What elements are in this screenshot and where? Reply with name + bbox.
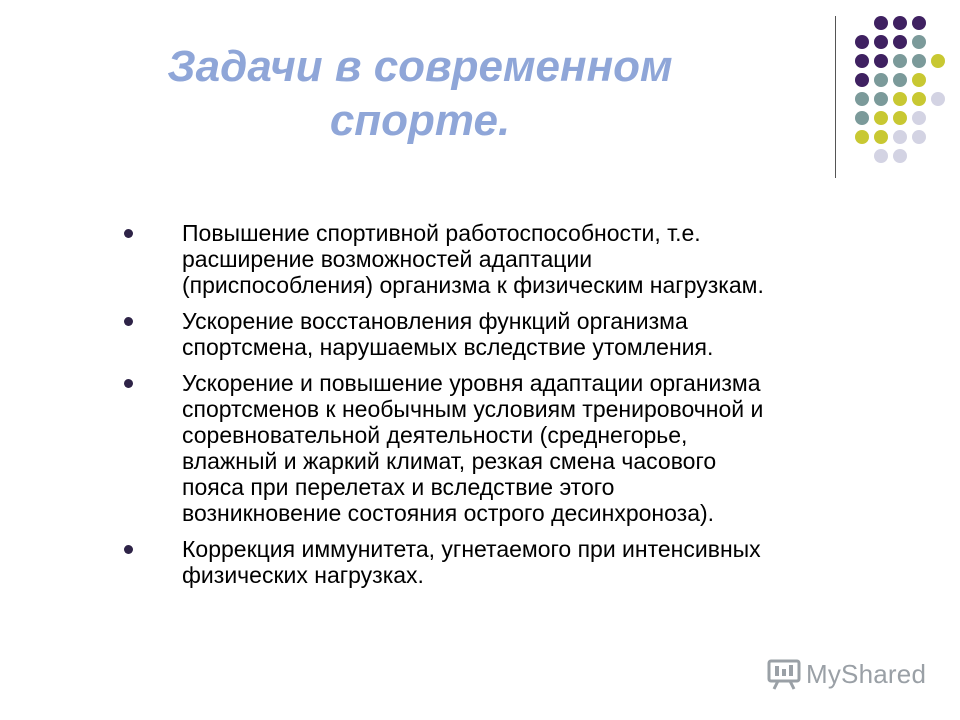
decor-dot xyxy=(855,73,869,87)
bullet-item xyxy=(120,308,910,360)
bullet-text-line: спортсменов к необычным условиям тренировочной и xyxy=(182,396,764,422)
bullet-text-line: (приспособления) организма к физическим нагрузкам. xyxy=(182,272,764,298)
decor-dot xyxy=(893,111,907,125)
decor-dot xyxy=(855,92,869,106)
decor-dot xyxy=(912,54,926,68)
bullet-text-line: спортсмена, нарушаемых вследствие утомления. xyxy=(182,334,714,360)
decor-dot xyxy=(855,54,869,68)
decor-divider-line xyxy=(835,16,836,178)
watermark-text: MyShared xyxy=(806,658,927,689)
decor-dot xyxy=(855,35,869,49)
decor-dot xyxy=(874,111,888,125)
decor-dot xyxy=(855,111,869,125)
bullet-text-line: Коррекция иммунитета, угнетаемого при интенсивных xyxy=(182,536,761,562)
decor-dot xyxy=(912,16,926,30)
bullet-text-line: Повышение спортивной работоспособности, т.е. xyxy=(182,220,701,246)
decor-dot xyxy=(912,92,926,106)
bullet-dot-icon xyxy=(124,545,133,554)
bullet-text-line: физических нагрузках. xyxy=(182,562,424,588)
decor-dot xyxy=(874,35,888,49)
decor-dot xyxy=(855,130,869,144)
decor-dot xyxy=(874,130,888,144)
bullet-text-line: пояса при перелетах и вследствие этого xyxy=(182,474,615,500)
decor-dot xyxy=(912,130,926,144)
bullet-text-line: Ускорение восстановления функций организма xyxy=(182,308,688,334)
bullet-dot-icon xyxy=(124,229,133,238)
bullet-text-line: расширение возможностей адаптации xyxy=(182,246,593,272)
watermark xyxy=(766,656,926,692)
bullet-list xyxy=(120,220,910,598)
decor-dot xyxy=(874,54,888,68)
decor-dot xyxy=(912,111,926,125)
decor-dot xyxy=(874,16,888,30)
decor-dot xyxy=(893,54,907,68)
bullet-item xyxy=(120,370,910,526)
decor-dot xyxy=(874,73,888,87)
slide-title xyxy=(160,40,680,148)
bullet-item xyxy=(120,536,910,588)
bullet-text-line: возникновение состояния острого десинхроноза). xyxy=(182,500,715,526)
decor-dot xyxy=(893,73,907,87)
title-line-1: Задачи в современном xyxy=(167,42,673,91)
presentation-board-icon xyxy=(766,656,802,692)
decor-dot xyxy=(893,35,907,49)
bullet-text-line: влажный и жаркий климат, резкая смена часового xyxy=(182,448,717,474)
decor-dot xyxy=(874,149,888,163)
title-line-2: спорте. xyxy=(329,96,511,145)
bullet-text-line: Ускорение и повышение уровня адаптации организма xyxy=(182,370,761,396)
decor-dot xyxy=(893,16,907,30)
bullet-dot-icon xyxy=(124,317,133,326)
decor-dot xyxy=(893,92,907,106)
decor-dot xyxy=(893,149,907,163)
decor-dot xyxy=(931,54,945,68)
decor-dot xyxy=(912,73,926,87)
bullet-text-line: соревновательной деятельности (среднегорье, xyxy=(182,422,688,448)
decor-dot xyxy=(874,92,888,106)
decor-dot xyxy=(912,35,926,49)
decor-dot xyxy=(893,130,907,144)
bullet-item xyxy=(120,220,910,298)
bullet-dot-icon xyxy=(124,379,133,388)
decor-dot xyxy=(931,92,945,106)
